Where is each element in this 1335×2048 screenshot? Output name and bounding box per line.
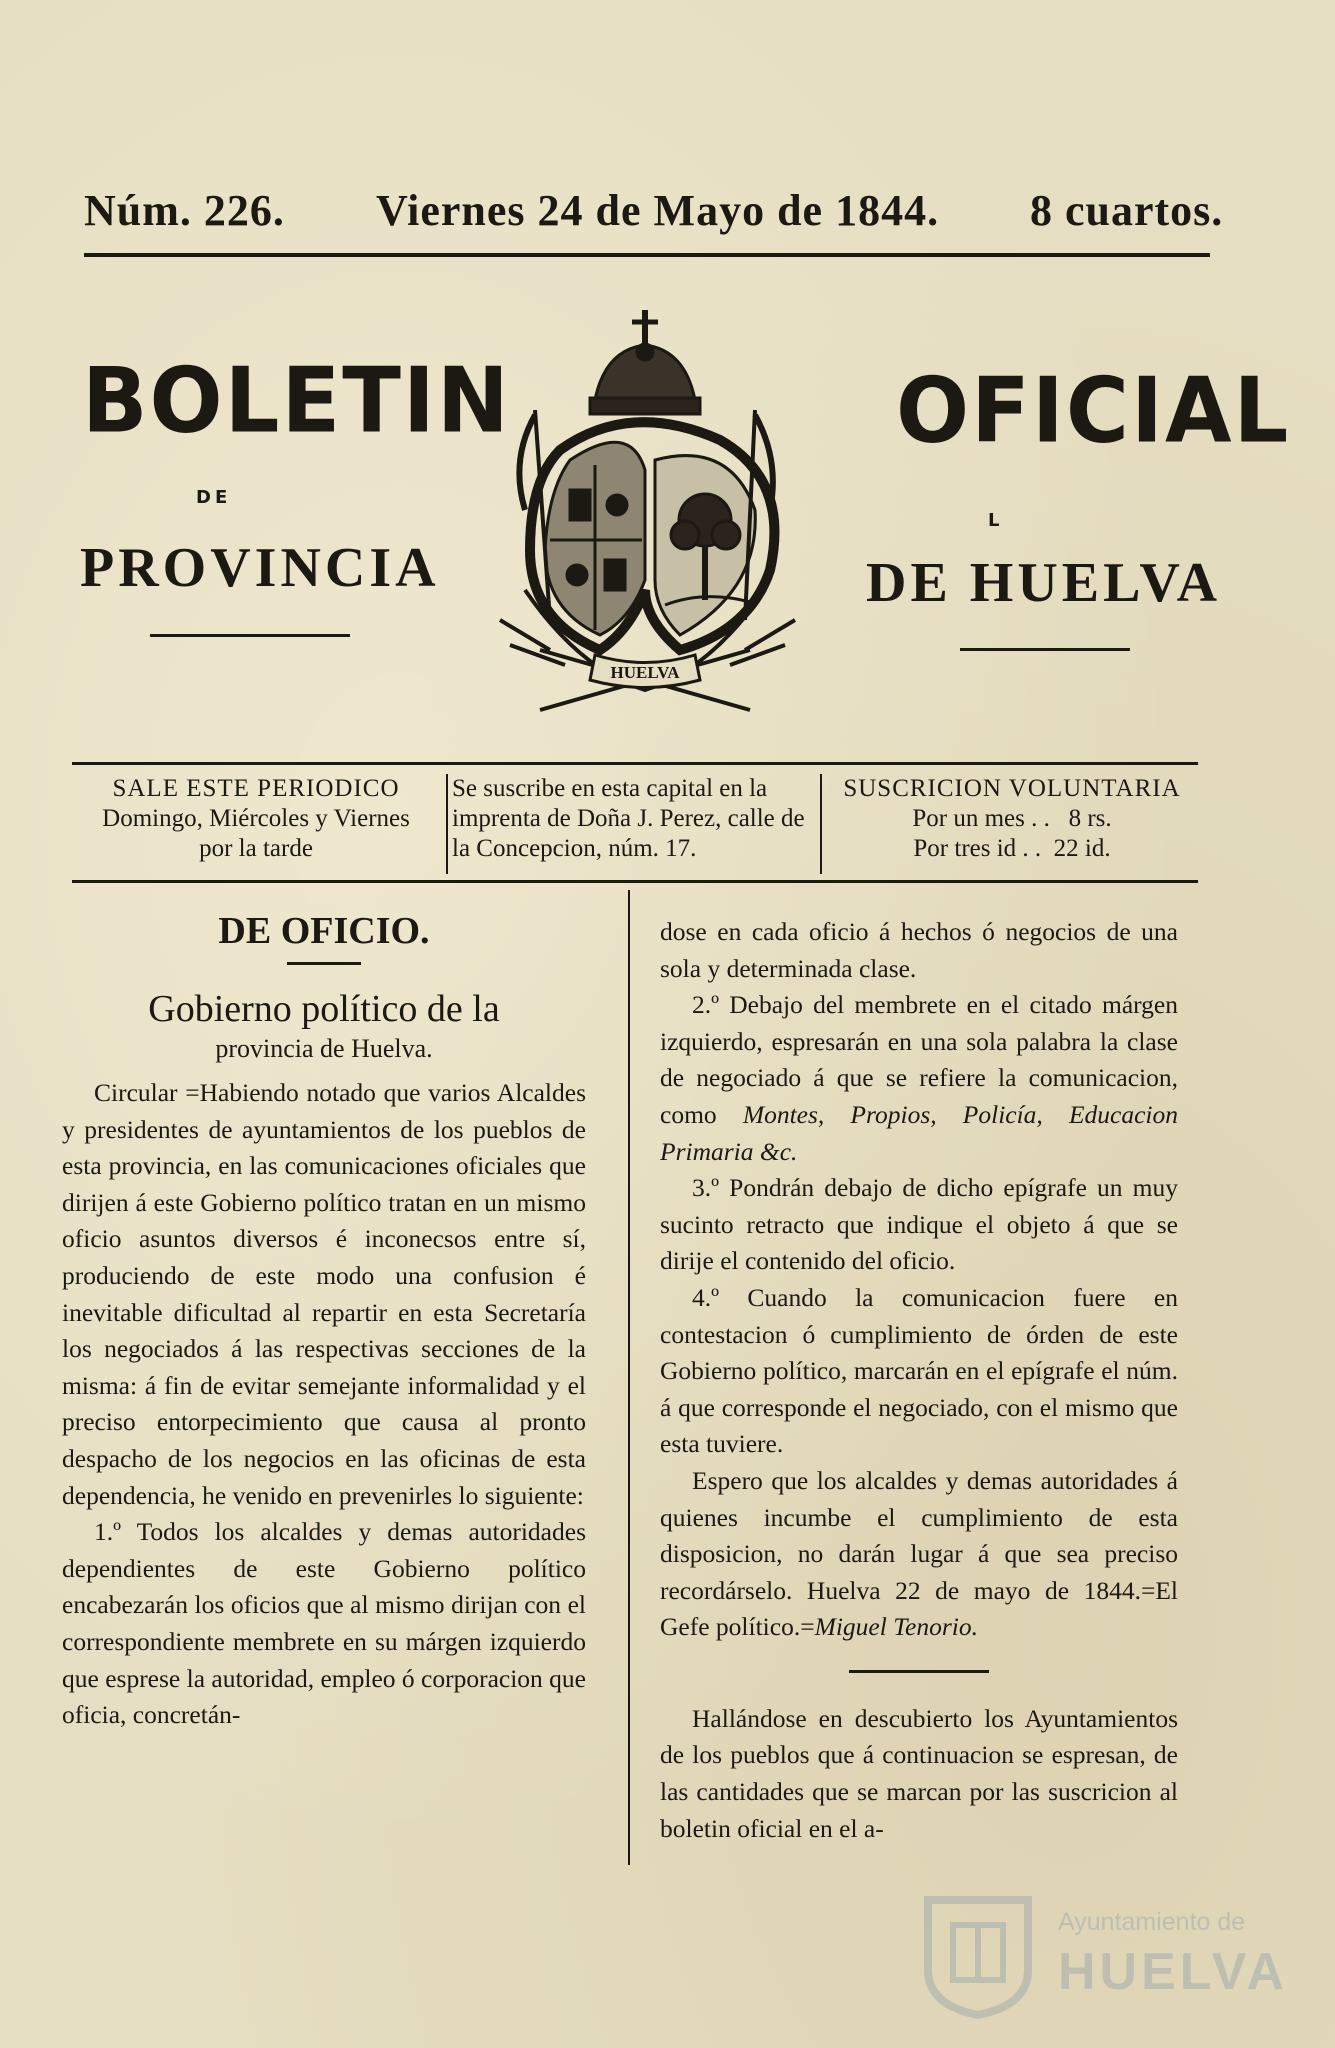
- left-column: [62, 906, 586, 1734]
- coat-of-arms-icon: [430, 290, 860, 730]
- issue-date: Viernes 24 de Mayo de 1844.: [376, 186, 940, 235]
- subscribe-box: [452, 774, 814, 864]
- org-line1: Gobierno político de la: [148, 988, 500, 1030]
- crest-banner-text: HUELVA: [610, 663, 680, 682]
- title-right-main: OFICIAL: [896, 358, 1291, 464]
- item-4: 4.º Cuando la comunicacion fuere en contestacion ó cumplimiento de órden de este Gobierno político, marcarán en el epígrafe el núm. á que corresponde el negociado, con el mismo que esta tuviere.: [660, 1282, 1178, 1459]
- org-line2: provincia de Huelva.: [215, 1034, 433, 1063]
- closing: [660, 1463, 1178, 1646]
- info-divider-2: [820, 774, 822, 874]
- masthead-line: [84, 185, 1224, 241]
- item-2-text: 2.º Debajo del membrete en el citado márgen izquierdo, espresarán en una sola palabra la clase de negociado á que se refiere la comunicacion, como: [660, 990, 1178, 1129]
- column-divider: [628, 890, 630, 1865]
- watermark: [918, 1890, 1289, 2030]
- rate-three: Por tres id . . 22 id.: [913, 835, 1111, 862]
- notice-text: Hallándose en descubierto los Ayuntamientos de los pueblos que á continuacion se espresan, de las cantidades que se marcan por las suscricion al boletin oficial en el a-: [660, 1703, 1178, 1843]
- subscribe-text: Se suscribe en esta capital en la imprenta de Doña J. Perez, calle de la Concepcion, núm. 17.: [452, 775, 805, 862]
- section-separator: [849, 1670, 989, 1673]
- signature: Miguel Tenorio.: [814, 1612, 978, 1642]
- title-right-sub: DE HUELVA: [866, 552, 1222, 614]
- title-left-sub: PROVINCIA: [80, 537, 440, 599]
- right-column: [660, 914, 1178, 1847]
- circular-text: Circular =Habiendo notado que varios Alcaldes y presidentes de ayuntamientos de los pueblos de esta provincia, en las comunicaciones oficiales que dirijen á este Gobierno político tratan en un mismo oficio asuntos diversos é inconecsos entre sí, produciendo de este modo una confusion é inevitable dificultad al repartir en esta Secretaría los negociados á las respectivas secciones de la misma: á fin de evitar semejante informalidad y el preciso entorpecimiento que causa al pronto despacho de los negocios en las oficinas de esta dependencia, he venido en prevenirles lo siguiente:: [62, 1078, 586, 1510]
- item-2: [660, 987, 1178, 1170]
- info-rule-bottom: [72, 880, 1198, 883]
- rate-month: Por un mes . . 8 rs.: [912, 805, 1112, 832]
- info-rule-top: [72, 762, 1198, 765]
- issue-price: 8 cuartos.: [1030, 186, 1224, 235]
- title-right-small: L: [988, 510, 1004, 531]
- watermark-line2: HUELVA: [1058, 1943, 1289, 2001]
- title-right-rule: [960, 648, 1130, 651]
- masthead-rule: [84, 253, 1210, 257]
- title-left-rule: [150, 634, 350, 637]
- section-heading: DE OFICIO.: [218, 910, 430, 952]
- title-left-main: BOLETIN: [82, 348, 511, 454]
- continuation-text: dose en cada oficio á hechos ó negocios de una sola y determinada clase.: [660, 917, 1178, 983]
- heading-ornament: [287, 962, 361, 965]
- voluntary-heading: SUSCRICION VOLUNTARIA: [843, 775, 1181, 802]
- item-2-examples: Montes, Propios, Policía, Educacion Primaria &c.: [660, 1099, 1179, 1166]
- closing-text: Espero que los alcaldes y demas autoridades á quienes incumbe el cumplimiento de esta disposicion, no darán lugar á que sea preciso recordárselo. Huelva 22 de mayo de 1844.=El Gefe político.=: [660, 1465, 1178, 1642]
- item-1: 1.º Todos los alcaldes y demas autoridades dependientes de este Gobierno político encabezarán los oficios que al mismo dirijan con el correspondiente membrete en su márgen izquierdo que esprese la autoridad, empleo ó corporacion que oficia, concretán-: [62, 1517, 586, 1730]
- watermark-line1: Ayuntamiento de: [1058, 1908, 1246, 1936]
- item-3: 3.º Pondrán debajo de dicho epígrafe un muy sucinto retracto que indique el objeto á que se dirije el contenido del oficio.: [660, 1173, 1178, 1276]
- schedule-box: [70, 774, 442, 864]
- city-shield-icon: [918, 1890, 1038, 2020]
- title-left-small: DE: [196, 487, 232, 508]
- schedule-days: Domingo, Miércoles y Viernes: [102, 805, 410, 832]
- info-divider-1: [446, 774, 448, 874]
- schedule-heading: SALE ESTE PERIODICO: [112, 775, 400, 802]
- voluntary-box: [826, 774, 1198, 864]
- schedule-time: por la tarde: [199, 835, 313, 862]
- issue-number: Núm. 226.: [84, 186, 285, 235]
